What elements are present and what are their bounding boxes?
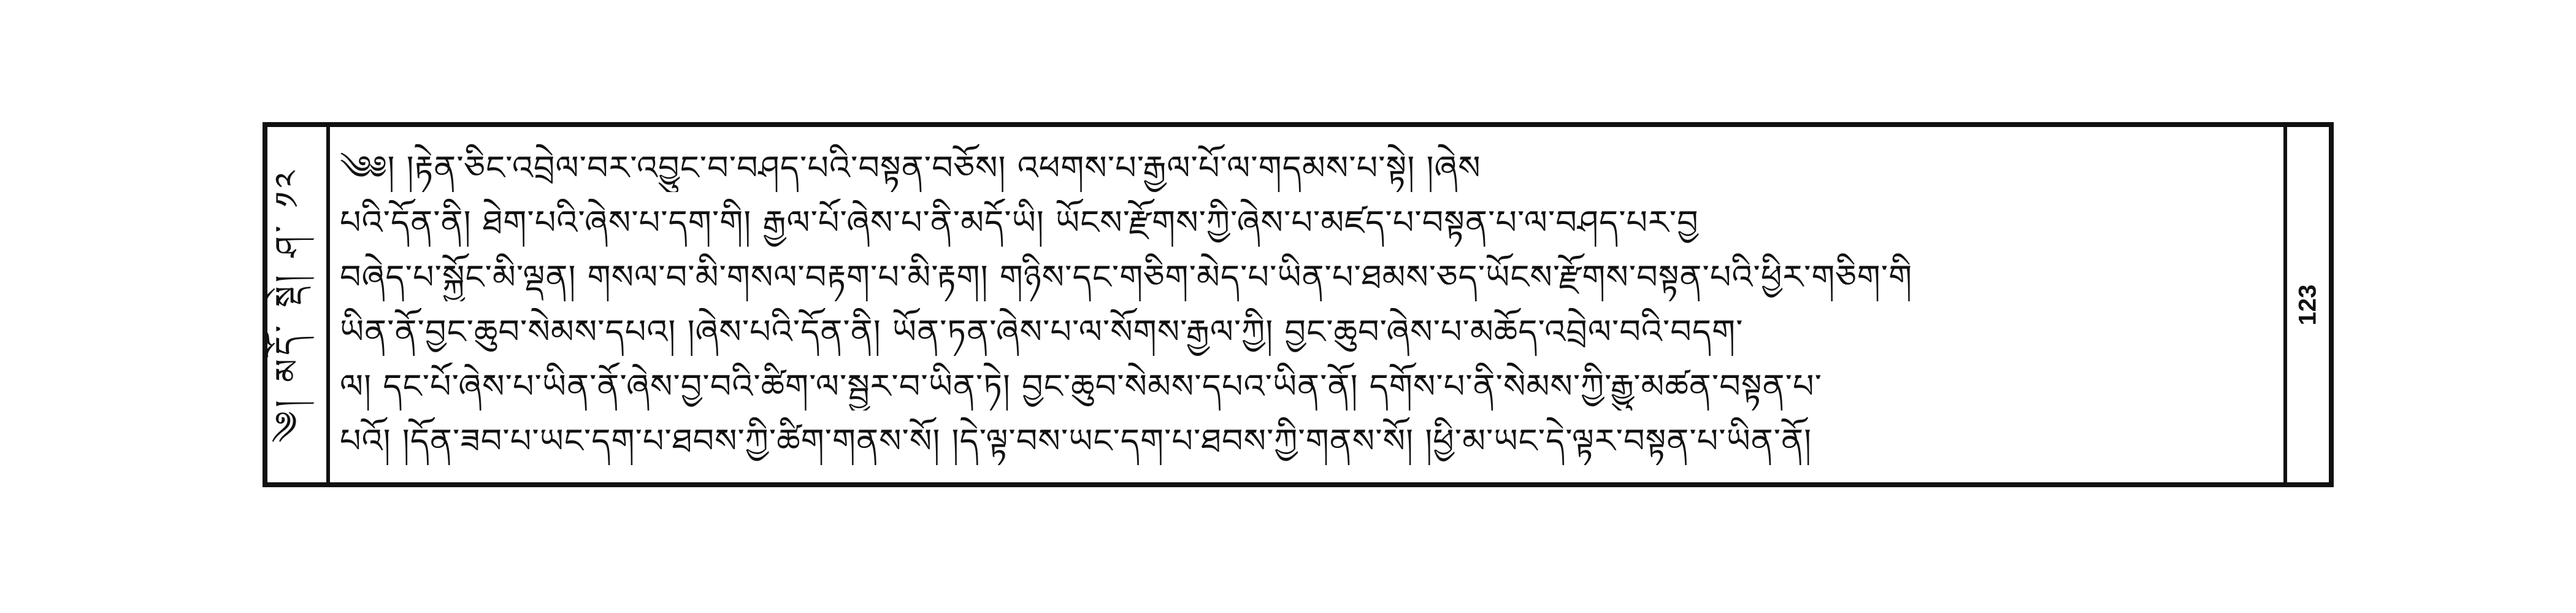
text-line: ལ། དང་པོ་ཞེས་པ་ཡིན་ནོ་ཞེས་བྱ་བའི་ཚིག་ལ་སྦྱར་བ་ཡིན་ཏེ། བྱང་ཆུབ་སེམས་དཔའ་ཡིན་ནོ། དགོས་པ་ནི་སེམས་ཀྱི་རྒྱུ་མཚན་བསྟན་པ་ bbox=[340, 367, 1822, 406]
text-line: པའོ། །དོན་ཟབ་པ་ཡང་དག་པ་ཐབས་ཀྱི་ཚིག་གནས་སོ། །དེ་ལྟ་བས་ཡང་དག་པ་ཐབས་ཀྱི་གནས་སོ། །ཕྱི་མ་ཡང་དེ་ལྟར་བསྟན་པ་ཡིན་ནོ། bbox=[340, 422, 1812, 460]
text-line: བཞེད་པ་སྐྱོང་མི་ལྡན། གསལ་བ་མི་གསལ་བརྟག་པ་མི་རྟག། གཉིས་དང་གཅིག་མེད་པ་ཡིན་པ་ཐམས་ཅད་ཡོངས་རྫོགས་བསྟན་པའི་ཕྱིར་གཅིག་གི bbox=[340, 258, 1913, 296]
page-number: 123 bbox=[2294, 284, 2321, 325]
left-divider bbox=[326, 127, 330, 482]
pecha-folio bbox=[263, 122, 2334, 487]
left-margin-label: ༄། མདོ་ སྡེ། ཤ་ ༡༢ bbox=[268, 166, 307, 443]
text-block bbox=[340, 144, 2276, 465]
right-margin bbox=[2287, 127, 2329, 482]
left-margin bbox=[267, 127, 326, 482]
text-line: པའི་དོན་ནི། ཐེག་པའི་ཞེས་པ་དག་གི། རྒྱལ་པོ་ཞེས་པ་ནི་མདོ་ཡི། ཡོངས་རྫོགས་ཀྱི་ཞེས་པ་མཛད་པ་བསྟན་པ་ལ་བཤད་པར་བྱ bbox=[340, 203, 1699, 242]
text-line: ཡིན་ནོ་བྱང་ཆུབ་སེམས་དཔའ། །ཞེས་པའི་དོན་ནི། ཡོན་ཏན་ཞེས་པ་ལ་སོགས་རྒྱལ་ཀྱི། བྱང་ཆུབ་ཞེས་པ་མཆོད་འབྲེལ་བའི་བདག་ bbox=[340, 312, 1744, 351]
text-line: ༄༅། །རྟེན་ཅིང་འབྲེལ་བར་འབྱུང་བ་བཤད་པའི་བསྟན་བཅོས། འཕགས་པ་རྒྱལ་པོ་ལ་གདམས་པ་སྟེ། །ཞེས bbox=[340, 148, 1481, 187]
